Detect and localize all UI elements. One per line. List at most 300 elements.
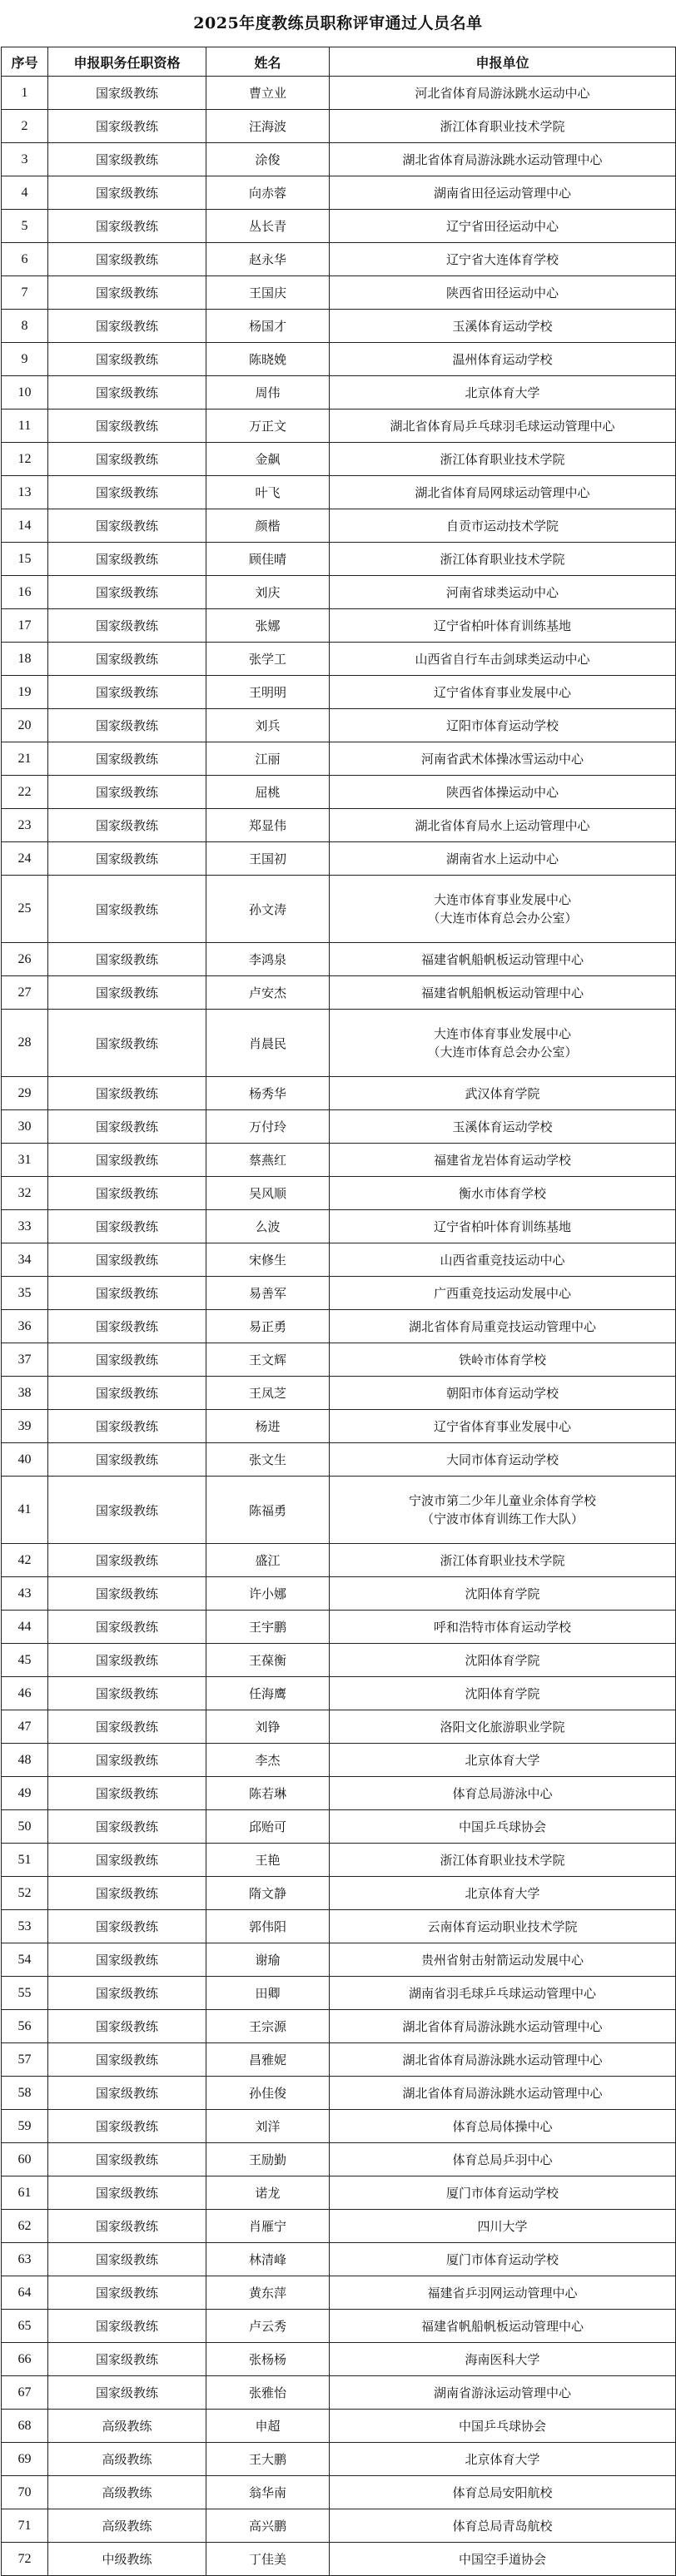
cell-name: 李杰 bbox=[206, 1744, 330, 1777]
unit-line: 北京体育大学 bbox=[465, 1752, 540, 1768]
cell-serial-number: 21 bbox=[2, 742, 48, 776]
cell-name: 么波 bbox=[206, 1210, 330, 1243]
cell-name: 田卿 bbox=[206, 1977, 330, 2010]
unit-line: 辽宁省大连体育学校 bbox=[445, 251, 559, 267]
cell-serial-number: 58 bbox=[2, 2077, 48, 2110]
cell-qualification: 国家级教练 bbox=[48, 1177, 206, 1210]
cell-unit bbox=[330, 1611, 676, 1644]
unit-line: 湖北省体育局游泳跳水运动管理中心 bbox=[402, 2018, 603, 2034]
table-row bbox=[2, 842, 676, 876]
cell-serial-number: 64 bbox=[2, 2276, 48, 2310]
cell-qualification: 国家级教练 bbox=[48, 1443, 206, 1477]
cell-name: 刘庆 bbox=[206, 576, 330, 609]
table-row bbox=[2, 2410, 676, 2443]
cell-name: 隋文静 bbox=[206, 1877, 330, 1910]
table-row bbox=[2, 210, 676, 243]
cell-serial-number: 34 bbox=[2, 1243, 48, 1277]
cell-qualification: 国家级教练 bbox=[48, 2376, 206, 2410]
cell-unit bbox=[330, 943, 676, 976]
unit-line: 玉溪体育运动学校 bbox=[452, 318, 553, 334]
cell-unit bbox=[330, 176, 676, 210]
table-row bbox=[2, 1710, 676, 1744]
cell-serial-number: 19 bbox=[2, 676, 48, 709]
cell-unit bbox=[330, 1144, 676, 1177]
cell-qualification: 国家级教练 bbox=[48, 476, 206, 509]
cell-serial-number: 47 bbox=[2, 1710, 48, 1744]
unit-line: 湖北省体育局游泳跳水运动管理中心 bbox=[402, 2085, 603, 2101]
table-row bbox=[2, 2376, 676, 2410]
unit-line: 贵州省射击射箭运动发展中心 bbox=[420, 1952, 584, 1968]
cell-qualification: 国家级教练 bbox=[48, 343, 206, 376]
table-row bbox=[2, 1577, 676, 1611]
table-row bbox=[2, 2543, 676, 2576]
unit-line: 玉溪体育运动学校 bbox=[452, 1119, 553, 1134]
cell-serial-number: 27 bbox=[2, 976, 48, 1010]
unit-line: 湖北省体育局网球运动管理中心 bbox=[415, 484, 590, 500]
cell-qualification: 国家级教练 bbox=[48, 609, 206, 643]
cell-unit bbox=[330, 742, 676, 776]
cell-qualification: 国家级教练 bbox=[48, 1144, 206, 1177]
cell-unit bbox=[330, 2077, 676, 2110]
table-row bbox=[2, 243, 676, 276]
unit-line: 大连市体育事业发展中心 bbox=[433, 1026, 571, 1041]
document-title: 2025年度教练员职称评审通过人员名单 bbox=[193, 14, 483, 32]
cell-name: 易正勇 bbox=[206, 1310, 330, 1343]
header-qualification: 申报职务任职资格 bbox=[48, 47, 206, 77]
cell-unit bbox=[330, 509, 676, 543]
cell-unit bbox=[330, 1844, 676, 1877]
cell-name: 张学工 bbox=[206, 643, 330, 676]
cell-unit bbox=[330, 1544, 676, 1577]
unit-line: （宁波市体育训练工作大队） bbox=[420, 1511, 584, 1526]
unit-line: 浙江体育职业技术学院 bbox=[440, 118, 565, 134]
cell-serial-number: 13 bbox=[2, 476, 48, 509]
cell-serial-number: 60 bbox=[2, 2143, 48, 2176]
unit-line: 呼和浩特市体育运动学校 bbox=[433, 1619, 571, 1635]
cell-name: 宋修生 bbox=[206, 1243, 330, 1277]
table-row bbox=[2, 2443, 676, 2476]
cell-qualification: 国家级教练 bbox=[48, 976, 206, 1010]
cell-name: 王励勤 bbox=[206, 2143, 330, 2176]
table-row bbox=[2, 2176, 676, 2210]
cell-serial-number: 26 bbox=[2, 943, 48, 976]
cell-name: 林清峰 bbox=[206, 2243, 330, 2276]
cell-serial-number: 7 bbox=[2, 276, 48, 310]
cell-unit bbox=[330, 143, 676, 176]
cell-name: 王明明 bbox=[206, 676, 330, 709]
cell-name: 陈若琳 bbox=[206, 1777, 330, 1810]
cell-name: 张杨杨 bbox=[206, 2343, 330, 2376]
table-row bbox=[2, 1010, 676, 1077]
table-row bbox=[2, 643, 676, 676]
table-row bbox=[2, 2476, 676, 2509]
table-row bbox=[2, 576, 676, 609]
table-row bbox=[2, 1210, 676, 1243]
cell-serial-number: 11 bbox=[2, 409, 48, 443]
unit-line: 福建省龙岩体育运动学校 bbox=[433, 1152, 571, 1168]
cell-name: 王文辉 bbox=[206, 1343, 330, 1377]
table-row bbox=[2, 2343, 676, 2376]
table-row bbox=[2, 1310, 676, 1343]
cell-unit bbox=[330, 77, 676, 110]
cell-qualification: 国家级教练 bbox=[48, 1377, 206, 1410]
cell-name: 王宇鹏 bbox=[206, 1611, 330, 1644]
cell-unit bbox=[330, 409, 676, 443]
cell-unit bbox=[330, 876, 676, 943]
cell-serial-number: 53 bbox=[2, 1910, 48, 1943]
table-row bbox=[2, 2010, 676, 2043]
cell-serial-number: 22 bbox=[2, 776, 48, 809]
cell-name: 谢瑜 bbox=[206, 1943, 330, 1977]
cell-unit bbox=[330, 2410, 676, 2443]
cell-qualification: 国家级教练 bbox=[48, 2143, 206, 2176]
cell-serial-number: 24 bbox=[2, 842, 48, 876]
cell-serial-number: 57 bbox=[2, 2043, 48, 2077]
cell-name: 涂俊 bbox=[206, 143, 330, 176]
table-row bbox=[2, 276, 676, 310]
cell-unit bbox=[330, 609, 676, 643]
table-row bbox=[2, 1977, 676, 2010]
cell-qualification: 国家级教练 bbox=[48, 243, 206, 276]
unit-line: 大连市体育事业发展中心 bbox=[433, 892, 571, 907]
table-body bbox=[2, 77, 676, 2576]
unit-line: 体育总局乒羽中心 bbox=[452, 2152, 553, 2167]
cell-unit bbox=[330, 1777, 676, 1810]
cell-name: 肖雁宁 bbox=[206, 2210, 330, 2243]
cell-serial-number: 3 bbox=[2, 143, 48, 176]
unit-line: 湖北省体育局游泳跳水运动管理中心 bbox=[402, 151, 603, 167]
cell-qualification: 国家级教练 bbox=[48, 543, 206, 576]
cell-qualification: 国家级教练 bbox=[48, 210, 206, 243]
table-row bbox=[2, 976, 676, 1010]
cell-qualification: 国家级教练 bbox=[48, 176, 206, 210]
unit-line: 海南医科大学 bbox=[465, 2351, 540, 2367]
cell-qualification: 国家级教练 bbox=[48, 643, 206, 676]
unit-line: 武汉体育学院 bbox=[465, 1085, 540, 1101]
cell-unit bbox=[330, 1377, 676, 1410]
cell-serial-number: 43 bbox=[2, 1577, 48, 1611]
cell-serial-number: 59 bbox=[2, 2110, 48, 2143]
table-row bbox=[2, 1777, 676, 1810]
cell-qualification: 国家级教练 bbox=[48, 1677, 206, 1710]
cell-serial-number: 39 bbox=[2, 1410, 48, 1443]
cell-unit bbox=[330, 110, 676, 143]
cell-serial-number: 14 bbox=[2, 509, 48, 543]
unit-line: 山西省重竞技运动中心 bbox=[440, 1252, 565, 1268]
cell-name: 张雅怡 bbox=[206, 2376, 330, 2410]
cell-unit bbox=[330, 1077, 676, 1110]
cell-name: 王国初 bbox=[206, 842, 330, 876]
cell-qualification: 国家级教练 bbox=[48, 1310, 206, 1343]
header-unit: 申报单位 bbox=[330, 47, 676, 77]
cell-qualification: 国家级教练 bbox=[48, 1977, 206, 2010]
cell-unit bbox=[330, 709, 676, 742]
table-row bbox=[2, 1877, 676, 1910]
unit-line: 湖南省水上运动中心 bbox=[445, 851, 559, 866]
unit-line: 中国乒乓球协会 bbox=[458, 2418, 546, 2434]
unit-line: 河南省武术体操冰雪运动中心 bbox=[420, 751, 584, 767]
unit-line: 福建省帆船帆板运动管理中心 bbox=[420, 2318, 584, 2334]
cell-name: 王艳 bbox=[206, 1844, 330, 1877]
unit-line: 朝阳市体育运动学校 bbox=[445, 1385, 559, 1401]
table-row bbox=[2, 376, 676, 409]
table-row bbox=[2, 2276, 676, 2310]
cell-serial-number: 62 bbox=[2, 2210, 48, 2243]
table-row bbox=[2, 1243, 676, 1277]
cell-unit bbox=[330, 2443, 676, 2476]
cell-unit bbox=[330, 276, 676, 310]
cell-unit bbox=[330, 2376, 676, 2410]
cell-qualification: 国家级教练 bbox=[48, 2310, 206, 2343]
cell-serial-number: 18 bbox=[2, 643, 48, 676]
cell-name: 汪海波 bbox=[206, 110, 330, 143]
cell-qualification: 国家级教练 bbox=[48, 842, 206, 876]
unit-line: 厦门市体育运动学校 bbox=[445, 2185, 559, 2201]
unit-line: 沈阳体育学院 bbox=[465, 1652, 540, 1668]
cell-qualification: 国家级教练 bbox=[48, 1210, 206, 1243]
cell-unit bbox=[330, 676, 676, 709]
unit-line: 辽阳市体育运动学校 bbox=[445, 717, 559, 733]
cell-qualification: 国家级教练 bbox=[48, 1077, 206, 1110]
table-row bbox=[2, 143, 676, 176]
cell-name: 杨进 bbox=[206, 1410, 330, 1443]
cell-serial-number: 37 bbox=[2, 1343, 48, 1377]
cell-serial-number: 56 bbox=[2, 2010, 48, 2043]
cell-unit bbox=[330, 1910, 676, 1943]
cell-qualification: 国家级教练 bbox=[48, 876, 206, 943]
cell-unit bbox=[330, 1277, 676, 1310]
cell-serial-number: 25 bbox=[2, 876, 48, 943]
cell-unit bbox=[330, 2010, 676, 2043]
cell-name: 丛长青 bbox=[206, 210, 330, 243]
unit-line: 广西重竞技运动发展中心 bbox=[433, 1285, 571, 1301]
table-row bbox=[2, 2310, 676, 2343]
unit-line: 辽宁省柏叶体育训练基地 bbox=[433, 1219, 571, 1234]
cell-unit bbox=[330, 842, 676, 876]
cell-qualification: 国家级教练 bbox=[48, 1343, 206, 1377]
cell-serial-number: 45 bbox=[2, 1644, 48, 1677]
cell-serial-number: 63 bbox=[2, 2243, 48, 2276]
cell-unit bbox=[330, 1644, 676, 1677]
cell-serial-number: 23 bbox=[2, 809, 48, 842]
cell-qualification: 国家级教练 bbox=[48, 2276, 206, 2310]
cell-serial-number: 9 bbox=[2, 343, 48, 376]
cell-qualification: 国家级教练 bbox=[48, 776, 206, 809]
cell-qualification: 国家级教练 bbox=[48, 2043, 206, 2077]
unit-line: 中国空手道协会 bbox=[458, 2551, 546, 2567]
table-row bbox=[2, 1177, 676, 1210]
table-row bbox=[2, 2143, 676, 2176]
cell-unit bbox=[330, 2543, 676, 2576]
unit-line: 山西省自行车击剑球类运动中心 bbox=[415, 651, 590, 667]
cell-unit bbox=[330, 1677, 676, 1710]
cell-serial-number: 40 bbox=[2, 1443, 48, 1477]
cell-unit bbox=[330, 1010, 676, 1077]
cell-serial-number: 55 bbox=[2, 1977, 48, 2010]
cell-qualification: 国家级教练 bbox=[48, 1644, 206, 1677]
cell-name: 丁佳美 bbox=[206, 2543, 330, 2576]
cell-name: 孙文涛 bbox=[206, 876, 330, 943]
cell-qualification: 国家级教练 bbox=[48, 943, 206, 976]
cell-qualification: 国家级教练 bbox=[48, 2010, 206, 2043]
cell-qualification: 国家级教练 bbox=[48, 1877, 206, 1910]
table-row bbox=[2, 1544, 676, 1577]
cell-unit bbox=[330, 2276, 676, 2310]
table-row bbox=[2, 310, 676, 343]
table-row bbox=[2, 876, 676, 943]
table-row bbox=[2, 1611, 676, 1644]
cell-name: 盛江 bbox=[206, 1544, 330, 1577]
table-row bbox=[2, 1144, 676, 1177]
cell-name: 顾佳晴 bbox=[206, 543, 330, 576]
table-row bbox=[2, 1644, 676, 1677]
cell-qualification: 国家级教练 bbox=[48, 1010, 206, 1077]
unit-line: 辽宁省田径运动中心 bbox=[445, 218, 559, 234]
cell-serial-number: 42 bbox=[2, 1544, 48, 1577]
unit-line: 湖北省体育局乒乓球羽毛球运动管理中心 bbox=[390, 418, 615, 434]
table-row bbox=[2, 1410, 676, 1443]
table-row bbox=[2, 2210, 676, 2243]
cell-name: 王凤芝 bbox=[206, 1377, 330, 1410]
cell-name: 江丽 bbox=[206, 742, 330, 776]
table-row bbox=[2, 943, 676, 976]
cell-qualification: 高级教练 bbox=[48, 2509, 206, 2543]
table-row bbox=[2, 543, 676, 576]
table-row bbox=[2, 409, 676, 443]
cell-serial-number: 51 bbox=[2, 1844, 48, 1877]
table-row bbox=[2, 1810, 676, 1844]
cell-serial-number: 31 bbox=[2, 1144, 48, 1177]
unit-line: 湖南省田径运动管理中心 bbox=[433, 185, 571, 201]
cell-serial-number: 1 bbox=[2, 77, 48, 110]
table-row bbox=[2, 509, 676, 543]
cell-unit bbox=[330, 1177, 676, 1210]
cell-serial-number: 49 bbox=[2, 1777, 48, 1810]
cell-serial-number: 67 bbox=[2, 2376, 48, 2410]
cell-serial-number: 66 bbox=[2, 2343, 48, 2376]
unit-line: 云南体育运动职业技术学院 bbox=[427, 1918, 578, 1934]
unit-line: 北京体育大学 bbox=[465, 2451, 540, 2467]
cell-qualification: 国家级教练 bbox=[48, 310, 206, 343]
table-row bbox=[2, 443, 676, 476]
cell-name: 杨国才 bbox=[206, 310, 330, 343]
table-row bbox=[2, 676, 676, 709]
unit-line: 河北省体育局游泳跳水运动中心 bbox=[415, 85, 590, 101]
cell-qualification: 国家级教练 bbox=[48, 1577, 206, 1611]
header-serial-number: 序号 bbox=[2, 47, 48, 77]
cell-qualification: 国家级教练 bbox=[48, 1243, 206, 1277]
unit-line: 浙江体育职业技术学院 bbox=[440, 551, 565, 567]
table-row bbox=[2, 1077, 676, 1110]
cell-serial-number: 12 bbox=[2, 443, 48, 476]
cell-qualification: 国家级教练 bbox=[48, 2110, 206, 2143]
table-row bbox=[2, 1277, 676, 1310]
table-row bbox=[2, 2077, 676, 2110]
cell-serial-number: 28 bbox=[2, 1010, 48, 1077]
cell-name: 邱贻可 bbox=[206, 1810, 330, 1844]
cell-name: 万正文 bbox=[206, 409, 330, 443]
cell-unit bbox=[330, 2243, 676, 2276]
cell-serial-number: 46 bbox=[2, 1677, 48, 1710]
table-row bbox=[2, 77, 676, 110]
cell-serial-number: 17 bbox=[2, 609, 48, 643]
cell-name: 陈福勇 bbox=[206, 1477, 330, 1544]
cell-qualification: 国家级教练 bbox=[48, 1277, 206, 1310]
cell-serial-number: 69 bbox=[2, 2443, 48, 2476]
unit-line: 福建省帆船帆板运动管理中心 bbox=[420, 985, 584, 1000]
table-row bbox=[2, 343, 676, 376]
cell-serial-number: 4 bbox=[2, 176, 48, 210]
cell-unit bbox=[330, 2110, 676, 2143]
cell-name: 诺龙 bbox=[206, 2176, 330, 2210]
cell-serial-number: 50 bbox=[2, 1810, 48, 1844]
cell-name: 卢云秀 bbox=[206, 2310, 330, 2343]
cell-qualification: 高级教练 bbox=[48, 2476, 206, 2509]
cell-qualification: 国家级教练 bbox=[48, 2343, 206, 2376]
cell-serial-number: 48 bbox=[2, 1744, 48, 1777]
unit-line: 铁岭市体育学校 bbox=[458, 1352, 546, 1367]
cell-unit bbox=[330, 1410, 676, 1443]
unit-line: 湖北省体育局水上运动管理中心 bbox=[415, 817, 590, 833]
cell-name: 王葆衡 bbox=[206, 1644, 330, 1677]
unit-line: 陕西省体操运动中心 bbox=[445, 784, 559, 800]
cell-qualification: 国家级教练 bbox=[48, 2176, 206, 2210]
unit-line: 大同市体育运动学校 bbox=[445, 1452, 559, 1467]
cell-qualification: 国家级教练 bbox=[48, 742, 206, 776]
cell-name: 刘铮 bbox=[206, 1710, 330, 1744]
unit-line: 厦门市体育运动学校 bbox=[445, 2251, 559, 2267]
cell-qualification: 国家级教练 bbox=[48, 576, 206, 609]
cell-serial-number: 33 bbox=[2, 1210, 48, 1243]
table-row bbox=[2, 742, 676, 776]
cell-serial-number: 61 bbox=[2, 2176, 48, 2210]
cell-unit bbox=[330, 2043, 676, 2077]
unit-line: 洛阳文化旅游职业学院 bbox=[440, 1719, 565, 1735]
cell-name: 杨秀华 bbox=[206, 1077, 330, 1110]
personnel-table bbox=[1, 47, 676, 2576]
cell-qualification: 国家级教练 bbox=[48, 1910, 206, 1943]
cell-name: 张娜 bbox=[206, 609, 330, 643]
cell-name: 申超 bbox=[206, 2410, 330, 2443]
unit-line: 福建省帆船帆板运动管理中心 bbox=[420, 951, 584, 967]
cell-name: 昌雅妮 bbox=[206, 2043, 330, 2077]
cell-qualification: 国家级教练 bbox=[48, 1844, 206, 1877]
cell-serial-number: 65 bbox=[2, 2310, 48, 2343]
cell-serial-number: 71 bbox=[2, 2509, 48, 2543]
cell-unit bbox=[330, 210, 676, 243]
unit-line: 河南省球类运动中心 bbox=[445, 584, 559, 600]
unit-line: 湖北省体育局重竞技运动管理中心 bbox=[408, 1318, 596, 1334]
table-header-row bbox=[2, 47, 676, 77]
cell-name: 刘洋 bbox=[206, 2110, 330, 2143]
cell-qualification: 国家级教练 bbox=[48, 376, 206, 409]
unit-line: 四川大学 bbox=[477, 2218, 528, 2234]
unit-line: 北京体育大学 bbox=[465, 1885, 540, 1901]
cell-name: 肖晨民 bbox=[206, 1010, 330, 1077]
cell-name: 赵永华 bbox=[206, 243, 330, 276]
unit-line: 浙江体育职业技术学院 bbox=[440, 1852, 565, 1868]
cell-qualification: 高级教练 bbox=[48, 2443, 206, 2476]
cell-name: 陈晓娩 bbox=[206, 343, 330, 376]
cell-qualification: 国家级教练 bbox=[48, 1544, 206, 1577]
unit-line: 沈阳体育学院 bbox=[465, 1586, 540, 1601]
table-row bbox=[2, 1343, 676, 1377]
cell-qualification: 国家级教练 bbox=[48, 2210, 206, 2243]
cell-unit bbox=[330, 2143, 676, 2176]
cell-serial-number: 70 bbox=[2, 2476, 48, 2509]
cell-serial-number: 35 bbox=[2, 1277, 48, 1310]
cell-serial-number: 36 bbox=[2, 1310, 48, 1343]
